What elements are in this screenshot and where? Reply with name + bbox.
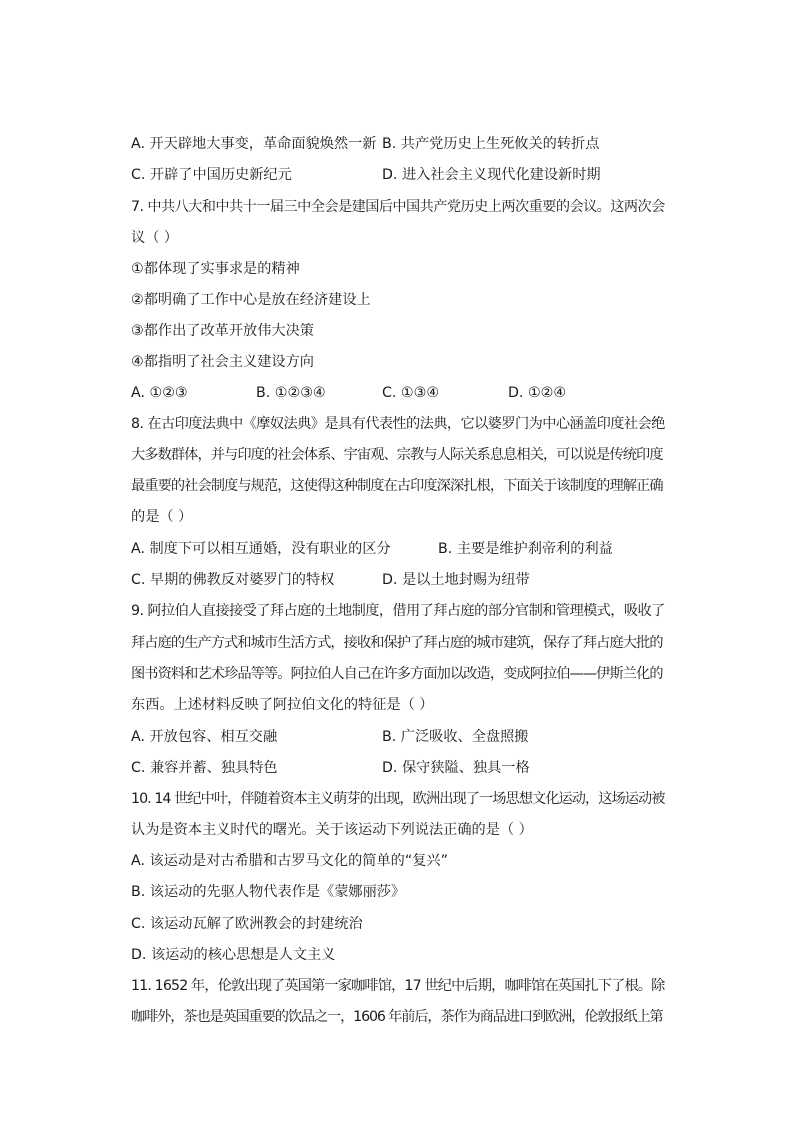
q8-option-c: C. 早期的佛教反对婆罗门的特权 [131,572,335,588]
q8-option-d: D. 是以土地封赐为纽带 [382,572,530,588]
q9-stem-line-4: 东西。上述材料反映了阿拉伯文化的特征是（ ） [131,697,434,713]
q7-option-b: B. ①②③④ [256,385,326,401]
q9-stem-line-1: 9. 阿拉伯人直接接受了拜占庭的土地制度，借用了拜占庭的部分官制和管理模式，吸收了 [131,603,665,619]
q7-stem-line-2: 议（ ） [131,230,179,246]
q7-option-a: A. ①②③ [131,385,188,401]
q7-item-4: ④都指明了社会主义建设方向 [131,354,314,370]
q8-stem-line-1: 8. 在古印度法典中《摩奴法典》是具有代表性的法典，它以婆罗门为中心涵盖印度社会绝 [131,416,665,432]
q9-stem-line-2: 拜占庭的生产方式和城市生活方式，接收和保护了拜占庭的城市建筑，保存了拜占庭大批的 [131,635,663,651]
q9-option-b: B. 广泛吸收、全盘照搬 [382,729,529,745]
q11-stem-line-1: 11. 1652 年，伦敦出现了英国第一家咖啡馆，17 世纪中后期，咖啡馆在英国扎下了根。除 [131,978,665,994]
q7-item-1: ①都体现了实事求是的精神 [131,261,300,277]
q8-option-b: B. 主要是维护刹帝利的利益 [438,541,613,557]
q10-stem-line-1: 10. 14 世纪中叶，伴随着资本主义萌芽的出现，欧洲出现了一场思想文化运动，这场运动被 [131,791,665,807]
q9-option-a: A. 开放包容、相互交融 [131,729,278,745]
q7-option-d: D. ①②④ [508,385,567,401]
q11-stem-line-2: 咖啡外，茶也是英国重要的饮品之一，1606 年前后，茶作为商品进口到欧洲，伦敦报纸上第 [131,1009,663,1025]
q10-option-c: C. 该运动瓦解了欧洲教会的封建统治 [131,916,363,932]
q7-item-3: ③都作出了改革开放伟大决策 [131,323,314,339]
q10-option-a: A. 该运动是对古希腊和古罗马文化的简单的“复兴” [131,853,448,869]
q10-stem-line-2: 认为是资本主义时代的曙光。关于该运动下列说法正确的是（ ） [131,822,533,838]
q10-option-d: D. 该运动的核心思想是人文主义 [131,947,336,963]
q7-option-c: C. ①③④ [382,385,440,401]
q8-option-a: A. 制度下可以相互通婚，没有职业的区分 [131,541,391,557]
q6-option-b: B. 共产党历史上生死攸关的转折点 [382,136,600,152]
q6-option-d: D. 进入社会主义现代化建设新时期 [382,167,601,183]
q9-option-c: C. 兼容并蓄、独具特色 [131,760,278,776]
q6-option-c: C. 开辟了中国历史新纪元 [131,167,292,183]
q8-stem-line-3: 最重要的社会制度与规范，这使得这种制度在古印度深深扎根，下面关于该制度的理解正确 [131,478,663,494]
q10-option-b: B. 该运动的先驱人物代表作是《蒙娜丽莎》 [131,884,406,900]
q9-stem-line-3: 图书资料和艺术珍品等等。阿拉伯人自己在许多方面加以改造，变成阿拉伯——伊斯兰化的 [131,666,663,682]
q8-stem-line-2: 大多数群体，并与印度的社会体系、宇宙观、宗教与人际关系息息相关，可以说是传统印度 [131,447,663,463]
q7-item-2: ②都明确了工作中心是放在经济建设上 [131,292,371,308]
q8-stem-line-4: 的是（ ） [131,509,193,525]
q6-option-a: A. 开天辟地大事变，革命面貌焕然一新 [131,136,377,152]
q9-option-d: D. 保守狭隘、独具一格 [382,760,530,776]
q7-stem-line-1: 7. 中共八大和中共十一届三中全会是建国后中国共产党历史上两次重要的会议。这两次会 [131,199,665,215]
